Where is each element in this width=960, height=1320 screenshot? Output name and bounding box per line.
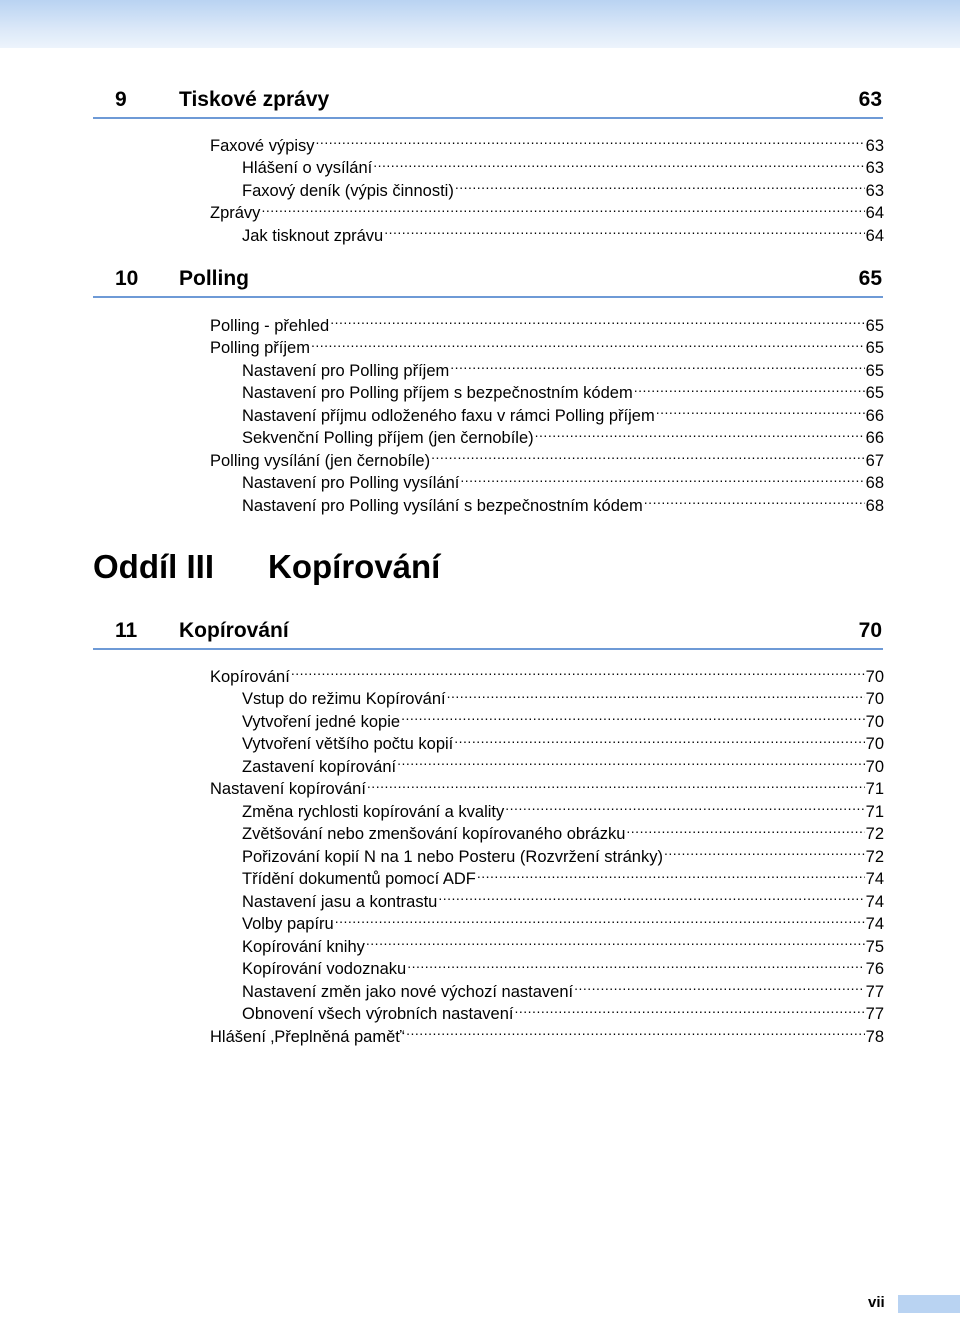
part-title: Kopírování	[268, 548, 441, 585]
chapter-title: Polling	[179, 267, 249, 290]
toc-entry-label: Jak tisknout zprávu	[242, 226, 384, 245]
dot-leader	[634, 376, 865, 399]
chapter-heading[interactable]	[93, 81, 883, 119]
dot-leader	[447, 682, 865, 705]
toc-entry-page: 75	[865, 937, 884, 956]
toc-entry-page: 71	[865, 802, 884, 821]
chapter-page: 63	[858, 88, 882, 111]
dot-leader	[454, 727, 864, 750]
toc-entry-page: 74	[865, 892, 884, 911]
toc-entry-label: Pořizování kopií N na 1 nebo Posteru (Rozvržení stránky)	[242, 847, 663, 866]
toc-entry-page: 63	[865, 159, 884, 177]
chapter-page: 70	[858, 619, 882, 642]
toc-entry-page: 77	[865, 982, 884, 1001]
toc-entry[interactable]	[210, 353, 884, 380]
toc-entry[interactable]	[210, 659, 884, 686]
toc-entry-page: 70	[865, 712, 884, 731]
dot-leader	[366, 929, 865, 952]
toc-entry[interactable]	[210, 331, 884, 357]
toc-entry-page: 71	[865, 780, 884, 798]
part-number: Oddíl III	[93, 548, 214, 585]
toc-entry-label: Vytvoření jedné kopie	[242, 712, 401, 731]
toc-entry-page: 68	[865, 474, 884, 492]
toc-entry-label: Nastavení příjmu odloženého faxu v rámci Polling příjem	[242, 406, 655, 425]
toc-entry-label: Polling - přehled	[210, 316, 330, 335]
toc-entry-label: Sekvenční Polling příjem (jen černobíle)	[242, 429, 534, 447]
toc-entry-page: 63	[865, 181, 884, 200]
toc-entry-label: Obnovení všech výrobních nastavení	[242, 1005, 514, 1023]
toc-entry-page: 72	[865, 847, 884, 866]
toc-entry-page: 66	[865, 429, 884, 447]
toc-entry[interactable]	[210, 128, 884, 155]
toc-entry[interactable]	[210, 682, 884, 708]
toc-entry-page: 65	[865, 316, 884, 335]
toc-entry-label: Nastavení jasu a kontrastu	[242, 892, 438, 911]
toc-entry-page: 70	[865, 757, 884, 776]
toc-entry-page: 65	[865, 361, 884, 380]
toc-entry-label: Kopírování	[210, 667, 290, 686]
toc-list	[210, 308, 884, 515]
toc-entry-page: 67	[865, 451, 884, 470]
toc-entry-label: Třídění dokumentů pomocí ADF	[242, 870, 476, 888]
dot-leader	[401, 704, 865, 727]
dot-leader	[656, 398, 865, 421]
dot-leader	[477, 862, 865, 885]
toc-entry-page: 64	[865, 226, 884, 245]
page-number: vii	[868, 1294, 885, 1311]
dot-leader	[450, 353, 864, 376]
toc-entry-page: 64	[865, 204, 884, 222]
toc-entry-page: 68	[865, 496, 884, 515]
dot-leader	[291, 659, 865, 682]
toc-entry-page: 74	[865, 870, 884, 888]
dot-leader	[431, 443, 865, 466]
dot-leader	[367, 772, 865, 795]
dot-leader	[574, 974, 865, 997]
chapter-page: 65	[858, 267, 882, 290]
dot-leader	[311, 331, 865, 354]
toc-entry-label: Kopírování knihy	[242, 937, 365, 956]
toc-list	[210, 659, 884, 1046]
toc-entry[interactable]	[210, 218, 884, 245]
toc-entry-label: Kopírování vodoznaku	[242, 960, 407, 978]
dot-leader	[330, 308, 864, 331]
toc-entry-label: Faxové výpisy	[210, 136, 315, 155]
toc-entry-label: Nastavení pro Polling příjem s bezpečnostním kódem	[242, 384, 633, 402]
toc-entry-label: Vstup do režimu Kopírování	[242, 690, 446, 708]
dot-leader	[626, 817, 864, 840]
footer-band	[898, 1295, 960, 1313]
toc-entry-label: Faxový deník (výpis činnosti)	[242, 181, 454, 200]
toc-entry[interactable]	[210, 196, 884, 222]
toc-entry-page: 70	[865, 690, 884, 708]
toc-entry-label: Zvětšování nebo zmenšování kopírovaného obrázku	[242, 825, 626, 843]
dot-leader	[455, 173, 865, 196]
toc-entry-page: 74	[865, 915, 884, 933]
dot-leader	[460, 466, 864, 489]
toc-entry-page: 72	[865, 825, 884, 843]
toc-entry-page: 63	[865, 136, 884, 155]
toc-entry-label: Polling vysílání (jen černobíle)	[210, 451, 431, 470]
toc-entry-label: Hlášení o vysílání	[242, 159, 373, 177]
dot-leader	[406, 1019, 865, 1042]
dot-leader	[384, 218, 864, 241]
toc-entry-page: 77	[865, 1005, 884, 1023]
toc-entry-label: Hlášení ‚Přeplněná paměť‘	[210, 1027, 406, 1046]
toc-entry-label: Nastavení pro Polling vysílání s bezpečnostním kódem	[242, 496, 643, 515]
dot-leader	[373, 151, 864, 174]
toc-entry-label: Nastavení pro Polling příjem	[242, 361, 450, 380]
toc-entry-label: Nastavení kopírování	[210, 780, 366, 798]
toc-entry-label: Vytvoření většího počtu kopií	[242, 735, 454, 753]
dot-leader	[505, 794, 864, 817]
chapter-heading[interactable]	[93, 612, 883, 650]
dot-leader	[438, 884, 864, 907]
chapter-title: Tiskové zprávy	[179, 88, 330, 111]
dot-leader	[316, 128, 865, 151]
toc-entry-label: Polling příjem	[210, 339, 310, 357]
dot-leader	[664, 839, 865, 862]
toc-entry-label: Zprávy	[210, 204, 261, 222]
toc-entry-page: 65	[865, 339, 884, 357]
toc-entry-label: Změna rychlosti kopírování a kvality	[242, 802, 505, 821]
dot-leader	[397, 749, 865, 772]
toc-entry-page: 70	[865, 667, 884, 686]
toc-entry-label: Nastavení pro Polling vysílání	[242, 474, 460, 492]
chapter-title: Kopírování	[179, 619, 289, 642]
dot-leader	[535, 421, 865, 444]
dot-leader	[261, 196, 864, 219]
toc-entry-page: 70	[865, 735, 884, 753]
dot-leader	[644, 488, 865, 511]
chapter-number: 9	[115, 88, 127, 111]
toc-entry-page: 76	[865, 960, 884, 978]
toc-entry-label: Zastavení kopírování	[242, 757, 397, 776]
toc-entry[interactable]	[210, 308, 884, 335]
toc-entry-page: 65	[865, 384, 884, 402]
toc-list	[210, 128, 884, 245]
dot-leader	[515, 997, 865, 1020]
toc-entry-label: Volby papíru	[242, 915, 334, 933]
toc-entry-page: 78	[865, 1027, 884, 1046]
chapter-number: 10	[115, 267, 139, 290]
chapter-number: 11	[115, 619, 138, 642]
dot-leader	[335, 907, 865, 930]
header-band	[0, 0, 960, 48]
toc-entry-label: Nastavení změn jako nové výchozí nastavení	[242, 982, 574, 1001]
dot-leader	[407, 952, 864, 975]
toc-entry-page: 66	[865, 406, 884, 425]
chapter-heading[interactable]	[93, 260, 883, 298]
